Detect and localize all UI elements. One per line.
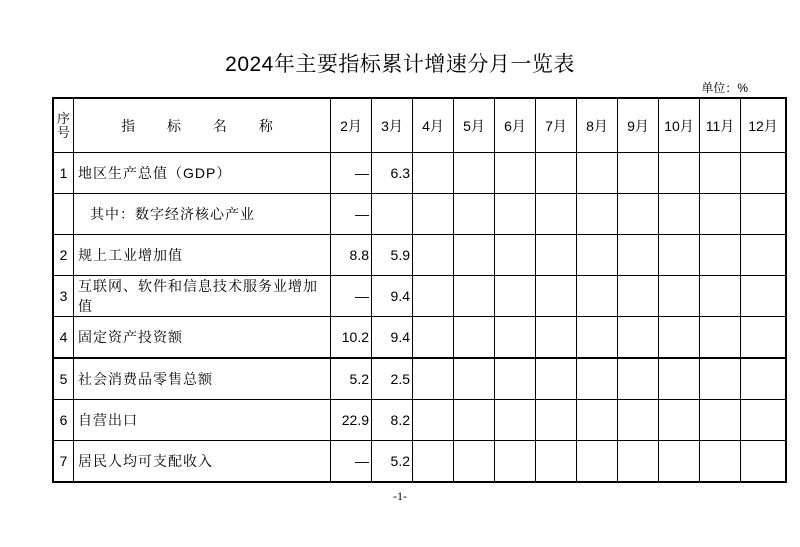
row-value	[577, 153, 618, 194]
row-value	[454, 400, 495, 441]
header-seq: 序号	[53, 98, 74, 153]
row-value	[741, 194, 787, 235]
row-value	[413, 276, 454, 317]
header-row	[53, 98, 786, 153]
row-value	[413, 194, 454, 235]
row-seq: 6	[53, 400, 74, 441]
row-seq: 3	[53, 276, 74, 317]
header-month: 4月	[413, 98, 454, 153]
row-name: 互联网、软件和信息技术服务业增加值	[74, 276, 331, 317]
row-value	[618, 358, 659, 400]
header-month: 12月	[741, 98, 787, 153]
row-value	[454, 276, 495, 317]
row-seq: 5	[53, 358, 74, 400]
row-value	[618, 235, 659, 276]
row-value	[700, 235, 741, 276]
row-value	[536, 235, 577, 276]
row-value	[495, 317, 536, 359]
row-seq	[53, 194, 74, 235]
table-row	[53, 276, 786, 317]
row-value	[741, 276, 787, 317]
page-number: -1-	[393, 489, 407, 503]
row-value	[577, 400, 618, 441]
row-value	[741, 400, 787, 441]
row-name: 地区生产总值（GDP）	[74, 153, 331, 194]
row-value	[454, 194, 495, 235]
row-seq: 7	[53, 441, 74, 483]
row-value	[536, 358, 577, 400]
row-seq: 4	[53, 317, 74, 359]
row-value	[454, 153, 495, 194]
table-row	[53, 235, 786, 276]
row-name: 社会消费品零售总额	[74, 358, 331, 400]
row-value	[577, 276, 618, 317]
row-value	[454, 317, 495, 359]
table-row	[53, 441, 786, 483]
row-value	[700, 317, 741, 359]
row-value	[659, 194, 700, 235]
unit-label: 单位：%	[701, 81, 748, 95]
row-value	[577, 194, 618, 235]
row-value	[577, 235, 618, 276]
row-value	[413, 153, 454, 194]
header-month: 11月	[700, 98, 741, 153]
row-value	[741, 235, 787, 276]
row-name: 固定资产投资额	[74, 317, 331, 359]
row-value	[536, 400, 577, 441]
row-value	[741, 441, 787, 483]
row-value	[454, 235, 495, 276]
row-value: 9.4	[372, 317, 413, 359]
row-value	[659, 276, 700, 317]
table-row	[53, 400, 786, 441]
row-value	[700, 153, 741, 194]
row-value	[413, 358, 454, 400]
row-value	[741, 358, 787, 400]
row-value	[495, 153, 536, 194]
header-month: 7月	[536, 98, 577, 153]
row-value: 2.5	[372, 358, 413, 400]
row-value: 5.9	[372, 235, 413, 276]
row-value	[659, 235, 700, 276]
row-seq: 1	[53, 153, 74, 194]
row-value	[577, 358, 618, 400]
row-value: 8.2	[372, 400, 413, 441]
row-name: 规上工业增加值	[74, 235, 331, 276]
row-value	[413, 400, 454, 441]
row-value	[659, 441, 700, 483]
row-value	[495, 441, 536, 483]
row-value: 5.2	[331, 358, 372, 400]
row-value	[700, 441, 741, 483]
row-value	[618, 276, 659, 317]
row-value	[618, 194, 659, 235]
row-value	[618, 317, 659, 359]
row-value: 10.2	[331, 317, 372, 359]
row-value	[700, 276, 741, 317]
row-value	[454, 358, 495, 400]
table-row	[53, 194, 786, 235]
row-value: —	[331, 276, 372, 317]
row-value	[577, 441, 618, 483]
header-month: 8月	[577, 98, 618, 153]
header-month: 10月	[659, 98, 700, 153]
row-value	[536, 317, 577, 359]
row-value	[577, 317, 618, 359]
row-value: —	[331, 194, 372, 235]
row-value	[495, 358, 536, 400]
row-value: —	[331, 441, 372, 483]
row-value	[454, 441, 495, 483]
row-value	[536, 194, 577, 235]
row-value	[659, 153, 700, 194]
row-name: 自营出口	[74, 400, 331, 441]
row-value: 22.9	[331, 400, 372, 441]
header-month: 9月	[618, 98, 659, 153]
row-value	[659, 317, 700, 359]
row-value	[700, 358, 741, 400]
row-value	[495, 276, 536, 317]
row-value	[536, 153, 577, 194]
row-value	[495, 400, 536, 441]
row-value	[618, 400, 659, 441]
row-value	[495, 194, 536, 235]
row-value	[372, 194, 413, 235]
row-value: 5.2	[372, 441, 413, 483]
row-name: 其中：数字经济核心产业	[74, 194, 331, 235]
row-value	[618, 153, 659, 194]
row-value	[659, 400, 700, 441]
row-value: 9.4	[372, 276, 413, 317]
header-name: 指 标 名 称	[74, 98, 331, 153]
row-value	[413, 441, 454, 483]
table-row	[53, 358, 786, 400]
row-value	[536, 276, 577, 317]
row-value	[536, 441, 577, 483]
row-value: 6.3	[372, 153, 413, 194]
row-value	[741, 317, 787, 359]
table-row	[53, 317, 786, 359]
indicator-table	[52, 97, 787, 483]
row-value	[413, 317, 454, 359]
page-title: 2024年主要指标累计增速分月一览表	[225, 53, 575, 76]
row-name: 居民人均可支配收入	[74, 441, 331, 483]
row-value	[741, 153, 787, 194]
header-month: 3月	[372, 98, 413, 153]
row-value	[659, 358, 700, 400]
row-value: 8.8	[331, 235, 372, 276]
row-value: —	[331, 153, 372, 194]
row-value	[700, 194, 741, 235]
header-month: 6月	[495, 98, 536, 153]
table-row	[53, 153, 786, 194]
row-value	[618, 441, 659, 483]
header-month: 5月	[454, 98, 495, 153]
row-value	[495, 235, 536, 276]
row-value	[413, 235, 454, 276]
row-value	[700, 400, 741, 441]
header-month: 2月	[331, 98, 372, 153]
row-seq: 2	[53, 235, 74, 276]
